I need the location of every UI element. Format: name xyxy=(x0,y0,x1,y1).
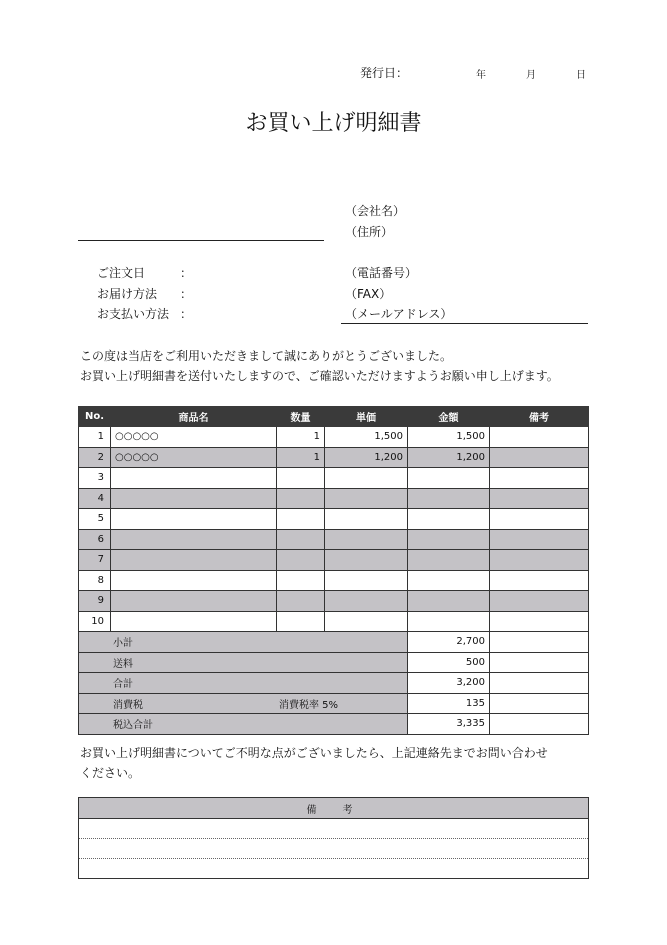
row-price xyxy=(325,488,408,509)
footer-line-1: お買い上げ明細書についてご不明な点がございましたら、上記連絡先までお問い合わせ xyxy=(80,746,548,760)
row-note xyxy=(490,488,589,509)
row-no: 5 xyxy=(79,509,111,530)
document-title: お買い上げ明細書 xyxy=(245,111,422,136)
col-header-qty: 数量 xyxy=(277,407,325,427)
row-note xyxy=(490,447,589,468)
row-name xyxy=(111,611,277,632)
company-name: （会社名） xyxy=(345,204,406,218)
row-price xyxy=(325,550,408,571)
row-amount: 1,500 xyxy=(408,427,490,448)
col-header-name: 商品名 xyxy=(111,407,277,427)
row-name xyxy=(111,509,277,530)
row-price: 1,500 xyxy=(325,427,408,448)
col-header-note: 備考 xyxy=(490,407,589,427)
row-price xyxy=(325,570,408,591)
row-note xyxy=(490,468,589,489)
shipping-label: 送料 xyxy=(79,652,408,673)
row-qty xyxy=(277,509,325,530)
items-header-row xyxy=(79,407,589,427)
subtotal-note xyxy=(490,632,589,653)
row-price xyxy=(325,591,408,612)
tax-note xyxy=(490,693,589,714)
row-note xyxy=(490,509,589,530)
col-header-amount: 金額 xyxy=(408,407,490,427)
row-qty xyxy=(277,611,325,632)
row-qty xyxy=(277,529,325,550)
remarks-line-3[interactable] xyxy=(79,859,589,879)
delivery-method-colon: ： xyxy=(180,287,193,301)
row-qty xyxy=(277,550,325,571)
total-label: 合計 xyxy=(79,673,408,694)
total-note xyxy=(490,673,589,694)
tax-label-cell xyxy=(79,693,408,714)
row-amount xyxy=(408,468,490,489)
company-address: （住所） xyxy=(345,225,394,239)
row-price xyxy=(325,611,408,632)
row-price xyxy=(325,509,408,530)
row-name xyxy=(111,591,277,612)
year-label: 年 xyxy=(476,70,486,81)
table-row xyxy=(79,468,589,489)
subtotal-row xyxy=(79,632,589,653)
subtotal-value: 2,700 xyxy=(408,632,490,653)
company-underline xyxy=(341,323,588,324)
row-name xyxy=(111,570,277,591)
table-row xyxy=(79,550,589,571)
row-no: 7 xyxy=(79,550,111,571)
delivery-method-label: お届け方法 xyxy=(97,287,158,301)
tax-rate-label: 消費税率 5% xyxy=(279,699,339,711)
row-note xyxy=(490,611,589,632)
issue-date-label: 発行日： xyxy=(360,66,409,80)
row-amount xyxy=(408,488,490,509)
day-label: 日 xyxy=(576,70,586,81)
tax-value: 135 xyxy=(408,693,490,714)
row-qty xyxy=(277,591,325,612)
row-no: 10 xyxy=(79,611,111,632)
payment-method-label: お支払い方法 xyxy=(97,307,170,321)
shipping-row xyxy=(79,652,589,673)
col-header-no: No. xyxy=(79,407,111,427)
row-no: 4 xyxy=(79,488,111,509)
table-row xyxy=(79,570,589,591)
company-fax: （FAX） xyxy=(345,287,392,301)
row-qty: 1 xyxy=(277,427,325,448)
table-row xyxy=(79,447,589,468)
table-row xyxy=(79,611,589,632)
table-row xyxy=(79,509,589,530)
row-price: 1,200 xyxy=(325,447,408,468)
col-header-price: 単価 xyxy=(325,407,408,427)
row-amount xyxy=(408,509,490,530)
subtotal-label: 小計 xyxy=(79,632,408,653)
company-email: （メールアドレス） xyxy=(345,307,453,321)
intro-line-2: お買い上げ明細書を送付いたしますので、ご確認いただけますようお願い申し上げます。 xyxy=(80,369,559,383)
total-value: 3,200 xyxy=(408,673,490,694)
row-note xyxy=(490,591,589,612)
remarks-header: 備 考 xyxy=(79,798,589,819)
row-name xyxy=(111,550,277,571)
payment-method-colon: ： xyxy=(180,307,193,321)
row-name xyxy=(111,488,277,509)
shipping-note xyxy=(490,652,589,673)
grand-total-label: 税込合計 xyxy=(79,714,408,735)
total-row xyxy=(79,673,589,694)
row-amount: 1,200 xyxy=(408,447,490,468)
row-name: ○○○○○ xyxy=(111,427,277,448)
table-row xyxy=(79,427,589,448)
row-name xyxy=(111,529,277,550)
row-no: 8 xyxy=(79,570,111,591)
grand-total-row xyxy=(79,714,589,735)
table-row xyxy=(79,488,589,509)
table-row xyxy=(79,591,589,612)
row-no: 6 xyxy=(79,529,111,550)
month-label: 月 xyxy=(526,70,536,81)
row-qty xyxy=(277,468,325,489)
intro-line-1: この度は当店をご利用いただきまして誠にありがとうございました。 xyxy=(80,349,453,363)
row-no: 1 xyxy=(79,427,111,448)
row-amount xyxy=(408,591,490,612)
grand-total-value: 3,335 xyxy=(408,714,490,735)
row-price xyxy=(325,468,408,489)
tax-row xyxy=(79,693,589,714)
row-qty: 1 xyxy=(277,447,325,468)
shipping-value: 500 xyxy=(408,652,490,673)
remarks-line xyxy=(79,859,589,879)
remarks-header-row xyxy=(79,798,589,819)
order-date-label: ご注文日 xyxy=(97,266,146,280)
row-qty xyxy=(277,488,325,509)
remarks-line xyxy=(79,819,589,839)
row-note xyxy=(490,529,589,550)
table-row xyxy=(79,529,589,550)
row-amount xyxy=(408,529,490,550)
row-note xyxy=(490,550,589,571)
row-note xyxy=(490,427,589,448)
order-date-colon: ： xyxy=(180,266,193,280)
row-no: 3 xyxy=(79,468,111,489)
row-amount xyxy=(408,570,490,591)
row-name: ○○○○○ xyxy=(111,447,277,468)
row-amount xyxy=(408,611,490,632)
row-no: 2 xyxy=(79,447,111,468)
recipient-underline xyxy=(78,240,324,241)
grand-total-note xyxy=(490,714,589,735)
row-note xyxy=(490,570,589,591)
row-amount xyxy=(408,550,490,571)
remarks-line xyxy=(79,839,589,859)
remarks-table xyxy=(78,797,589,879)
items-table xyxy=(78,406,589,735)
remarks-line-2[interactable] xyxy=(79,839,589,859)
row-no: 9 xyxy=(79,591,111,612)
row-price xyxy=(325,529,408,550)
remarks-line-1[interactable] xyxy=(79,819,589,839)
footer-line-2: ください。 xyxy=(80,766,141,780)
tax-label: 消費税 xyxy=(113,699,143,711)
row-qty xyxy=(277,570,325,591)
row-name xyxy=(111,468,277,489)
company-phone: （電話番号） xyxy=(345,266,418,280)
